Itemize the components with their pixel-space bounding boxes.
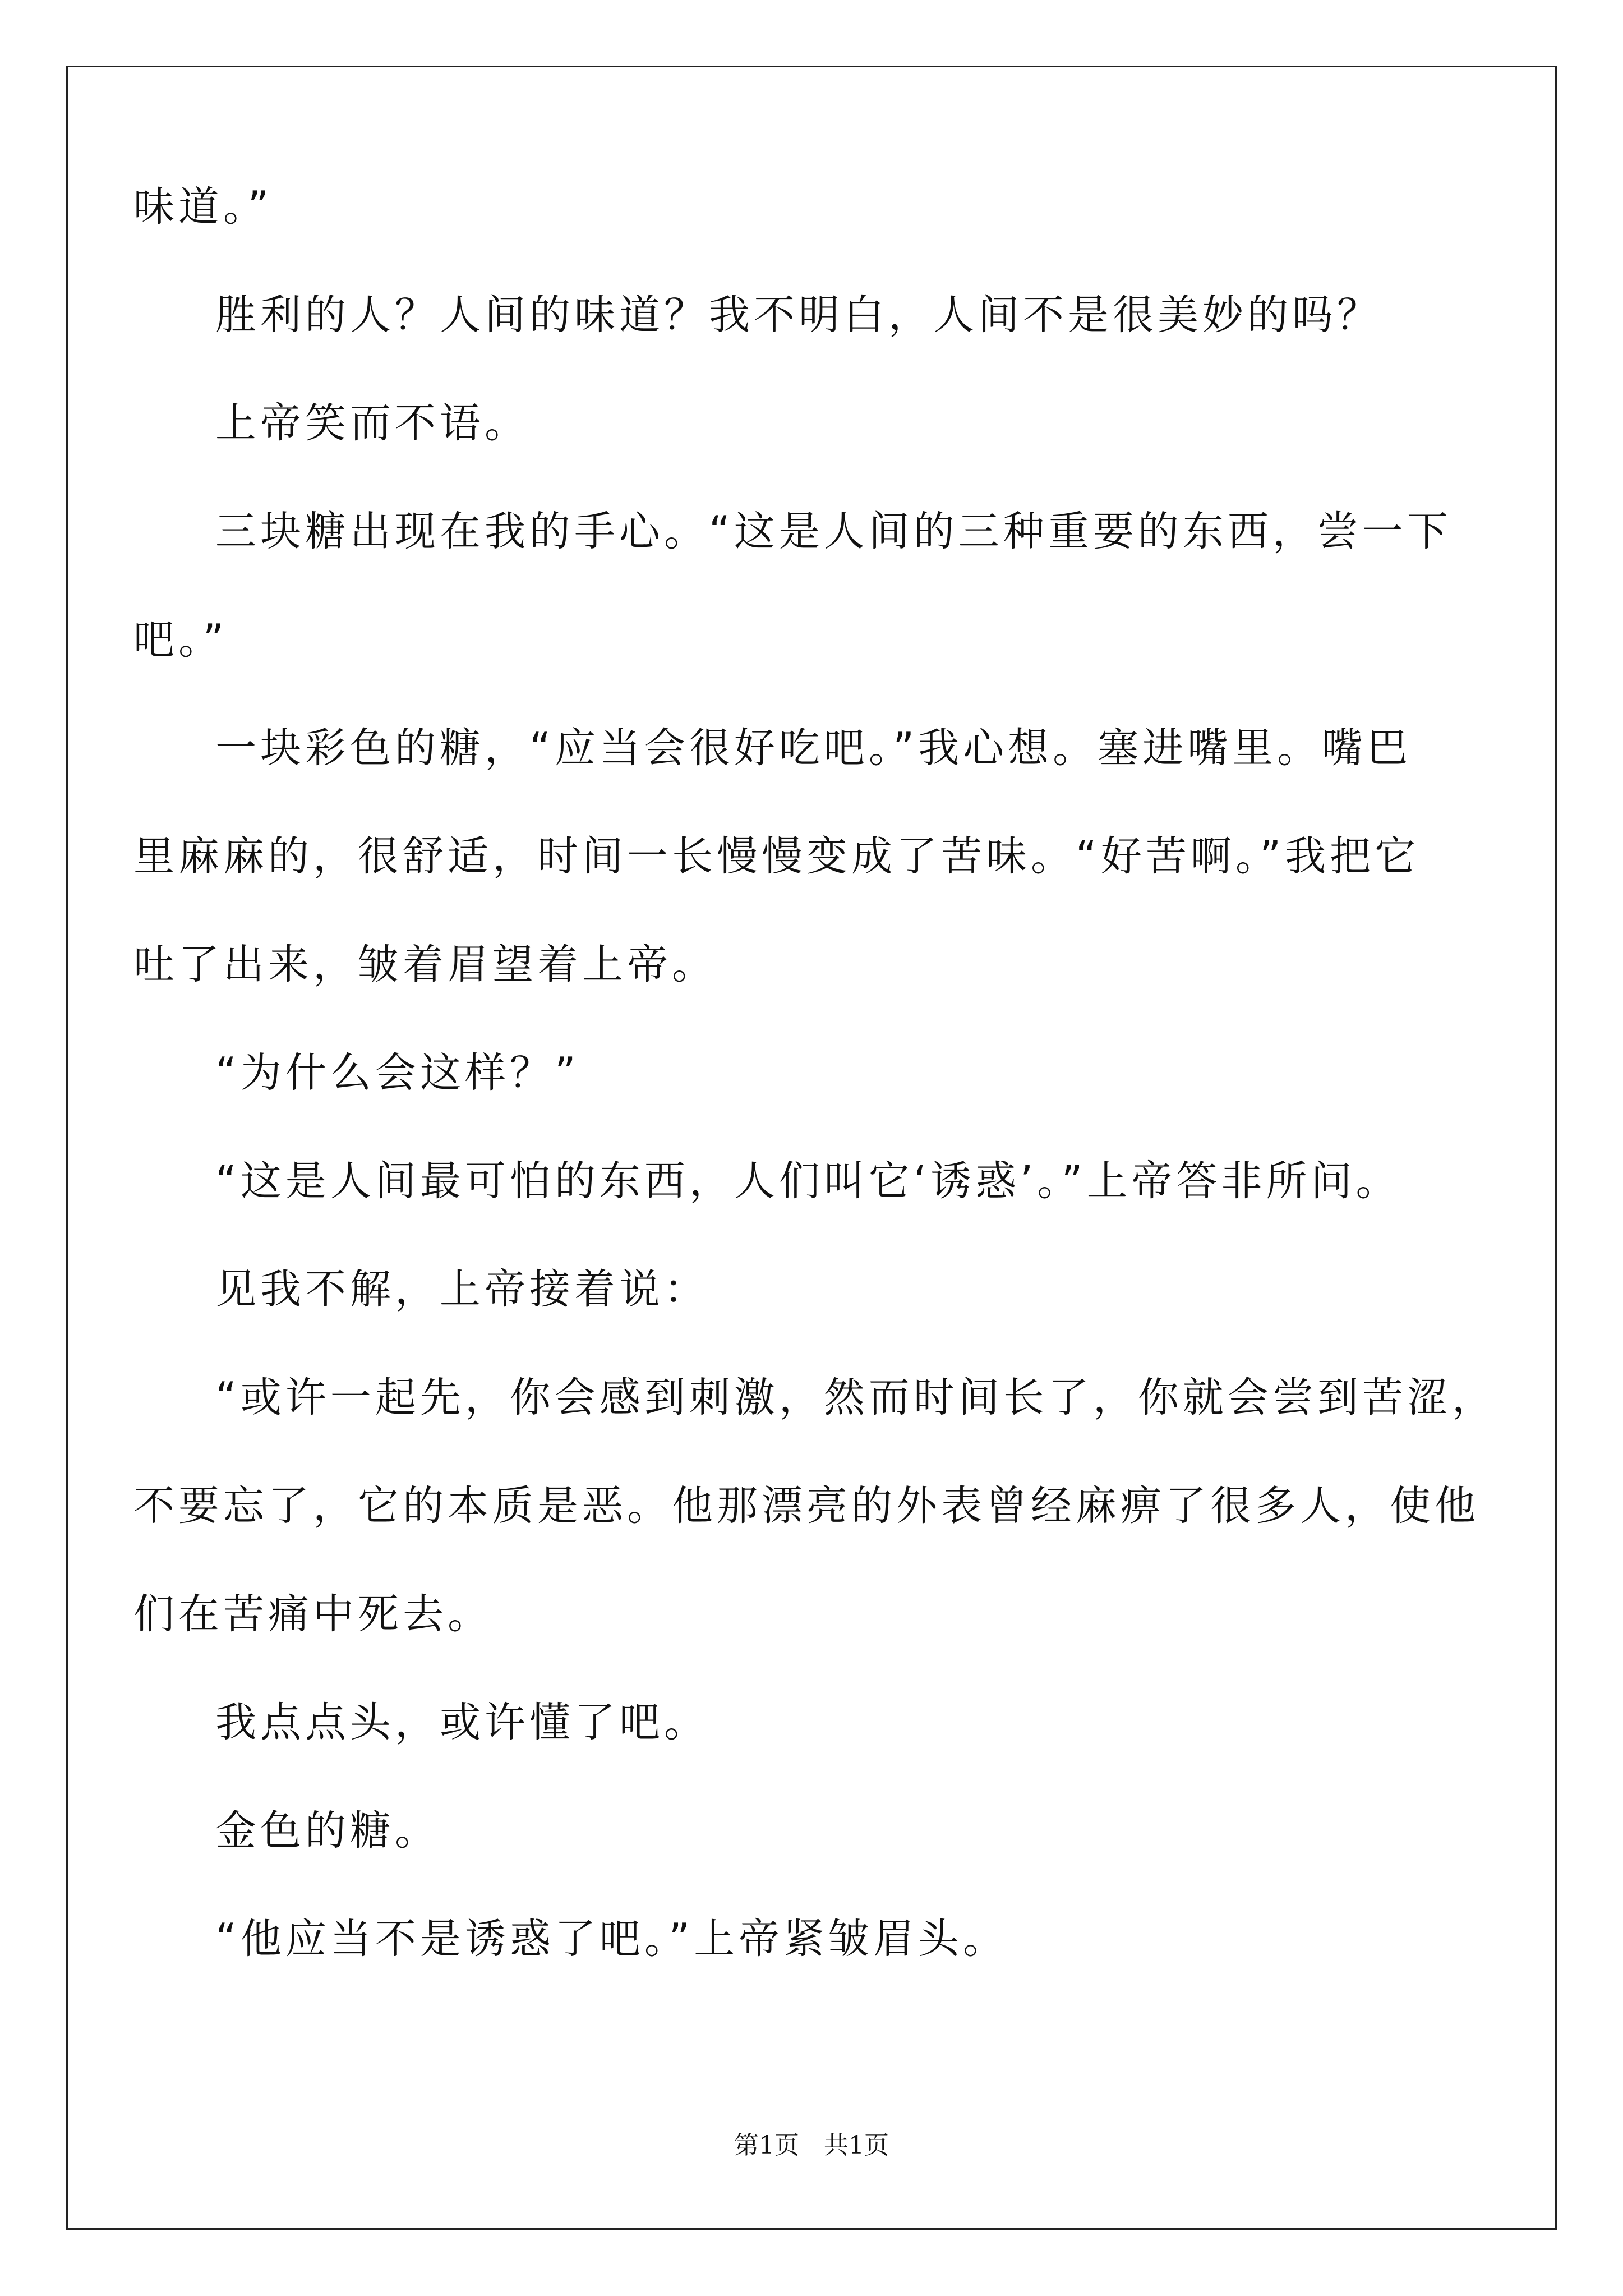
page-footer: 第1页 共1页 [734,2131,889,2160]
paragraph-line: 吐了出来，皱着眉望着上帝。 [133,941,717,988]
paragraph-line: 见我不解，上帝接着说： [215,1266,709,1313]
paragraph-line: 味道。” [133,183,273,231]
paragraph-line: 们在苦痛中死去。 [133,1590,492,1638]
paragraph-line: 我点点头，或许懂了吧。 [215,1699,709,1746]
paragraph-line: 三块糖出现在我的手心。“这是人间的三种重要的东西，尝一下 [215,508,1452,555]
paragraph-line: 金色的糖。 [215,1807,440,1855]
paragraph-line: “或许一起先，你会感到刺激，然而时间长了，你就会尝到苦涩， [215,1374,1497,1421]
paragraph-line: “这是人间最可怕的东西，人们叫它‘诱惑’。”上帝答非所问。 [215,1157,1401,1205]
paragraph-line: 里麻麻的，很舒适，时间一长慢慢变成了苦味。“好苦啊。”我把它 [133,832,1420,880]
paragraph-line: 胜利的人？人间的味道？我不明白，人间不是很美妙的吗？ [215,291,1382,339]
paragraph-line: 上帝笑而不语。 [215,399,529,447]
paragraph-line: 吧。” [133,616,228,664]
paragraph-line: 不要忘了，它的本质是恶。他那漂亮的外表曾经麻痹了很多人，使他 [133,1482,1479,1530]
paragraph-line: “他应当不是诱惑了吧。”上帝紧皱眉头。 [215,1915,1008,1963]
paragraph-line: “为什么会这样？” [215,1049,580,1097]
paragraph-line: 一块彩色的糖，“应当会很好吃吧。”我心想。塞进嘴里。嘴巴 [215,724,1412,772]
